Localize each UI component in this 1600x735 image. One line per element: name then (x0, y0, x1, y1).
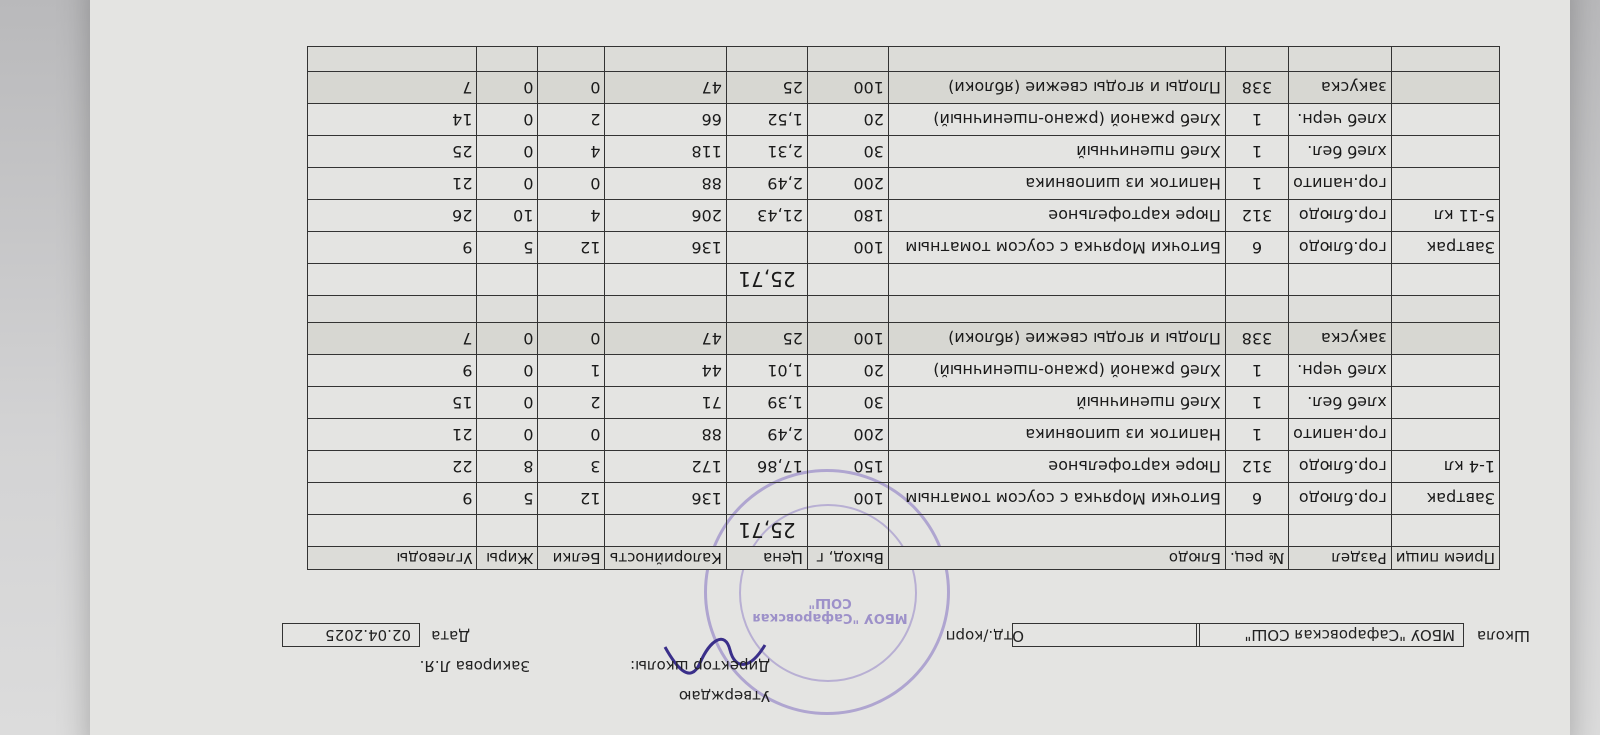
cell-razdel: хлеб бел. (1289, 136, 1392, 168)
cell-ugl: 15 (308, 387, 477, 419)
empty-cell (1289, 296, 1392, 323)
cell-belki: 2 (538, 104, 605, 136)
cell-rec: 338 (1225, 72, 1288, 104)
cell-zhiry: 8 (477, 451, 538, 483)
cell-kal: 44 (605, 355, 726, 387)
cell-vyhod: 200 (807, 419, 888, 451)
empty-cell (807, 47, 888, 72)
document-header (130, 575, 1530, 705)
date-label: Дата (431, 627, 470, 645)
cell-ugl: 7 (308, 323, 477, 355)
table-row (308, 104, 1500, 136)
table-row (308, 232, 1500, 264)
cell-cena: 2,49 (726, 419, 807, 451)
empty-cell (1289, 515, 1392, 547)
cell-ugl: 26 (308, 200, 477, 232)
empty-cell (477, 264, 538, 296)
cell-ugl: 9 (308, 355, 477, 387)
cell-ugl: 9 (308, 232, 477, 264)
cell-rec: 1 (1225, 355, 1288, 387)
empty-cell (538, 515, 605, 547)
menu-table-body (308, 47, 1500, 547)
empty-cell (888, 264, 1225, 296)
empty-cell (308, 515, 477, 547)
cell-dish: Хлеб пшеничный (888, 136, 1225, 168)
director-name: Закирова Л.Я. (419, 657, 530, 675)
cell-ugl: 7 (308, 72, 477, 104)
cell-belki: 12 (538, 483, 605, 515)
cell-vyhod: 30 (807, 136, 888, 168)
dept-field (1012, 623, 1200, 647)
cell-cena (726, 483, 807, 515)
empty-cell (538, 296, 605, 323)
cell-cena: 1,52 (726, 104, 807, 136)
cell-belki: 12 (538, 232, 605, 264)
empty-cell (1391, 136, 1499, 168)
cell-vyhod: 200 (807, 168, 888, 200)
cell-zhiry: 5 (477, 232, 538, 264)
group-cell: 5-11 кл (1391, 200, 1499, 232)
section-price: 25,71 (726, 264, 807, 296)
cell-rec: 6 (1225, 232, 1288, 264)
school-name-field: МБОУ "Сафаровская СОШ" (1196, 623, 1464, 647)
empty-cell (1289, 264, 1392, 296)
cell-zhiry: 0 (477, 72, 538, 104)
empty-cell (807, 296, 888, 323)
cell-kal: 136 (605, 483, 726, 515)
empty-cell (726, 296, 807, 323)
empty-cell (477, 47, 538, 72)
empty-cell (1391, 72, 1499, 104)
cell-kal: 66 (605, 104, 726, 136)
cell-razdel: хлеб черн. (1289, 355, 1392, 387)
cell-razdel: гор.блюдо (1289, 200, 1392, 232)
cell-kal: 136 (605, 232, 726, 264)
cell-zhiry: 0 (477, 323, 538, 355)
approve-label: Утверждаю (678, 687, 770, 705)
cell-kal: 118 (605, 136, 726, 168)
cell-dish: Пюре картофельное (888, 451, 1225, 483)
cell-zhiry: 0 (477, 168, 538, 200)
cell-belki: 2 (538, 387, 605, 419)
cell-belki: 0 (538, 168, 605, 200)
cell-dish: Плоды и ягоды свежие (яблоки) (888, 323, 1225, 355)
cell-belki: 1 (538, 355, 605, 387)
cell-vyhod: 30 (807, 387, 888, 419)
cell-cena: 25 (726, 72, 807, 104)
cell-belki: 3 (538, 451, 605, 483)
cell-dish: Хлеб ржаной (ржано-пшеничный) (888, 104, 1225, 136)
cell-ugl: 21 (308, 168, 477, 200)
cell-belki: 4 (538, 200, 605, 232)
cell-vyhod: 100 (807, 232, 888, 264)
empty-cell (538, 47, 605, 72)
col-header: Жиры (477, 547, 538, 570)
empty-cell (605, 47, 726, 72)
table-row (308, 136, 1500, 168)
cell-rec: 312 (1225, 451, 1288, 483)
cell-kal: 47 (605, 323, 726, 355)
col-header: Углеводы (308, 547, 477, 570)
table-row (308, 483, 1500, 515)
empty-cell (1225, 296, 1288, 323)
cell-rec: 312 (1225, 200, 1288, 232)
table-row (308, 451, 1500, 483)
empty-cell (308, 47, 477, 72)
cell-razdel: хлеб бел. (1289, 387, 1392, 419)
col-header: Белки (538, 547, 605, 570)
empty-cell (888, 296, 1225, 323)
cell-rec: 1 (1225, 136, 1288, 168)
col-header: Прием пищи (1391, 547, 1499, 570)
cell-razdel: гор.блюдо (1289, 232, 1392, 264)
menu-table (307, 46, 1500, 570)
cell-vyhod: 180 (807, 200, 888, 232)
cell-razdel: гор.напито (1289, 419, 1392, 451)
cell-ugl: 22 (308, 451, 477, 483)
empty-cell (807, 515, 888, 547)
cell-ugl: 14 (308, 104, 477, 136)
cell-zhiry: 0 (477, 355, 538, 387)
empty-cell (308, 296, 477, 323)
cell-ugl: 21 (308, 419, 477, 451)
table-row (308, 355, 1500, 387)
cell-cena: 2,31 (726, 136, 807, 168)
empty-cell (1225, 264, 1288, 296)
cell-cena: 21,43 (726, 200, 807, 232)
empty-cell (1391, 47, 1499, 72)
cell-belki: 0 (538, 323, 605, 355)
cell-razdel: хлеб черн. (1289, 104, 1392, 136)
empty-cell (538, 264, 605, 296)
cell-ugl: 9 (308, 483, 477, 515)
cell-zhiry: 5 (477, 483, 538, 515)
col-header: № рец. (1225, 547, 1288, 570)
cell-cena (726, 232, 807, 264)
empty-cell (605, 264, 726, 296)
cell-dish: Напиток из шиповника (888, 419, 1225, 451)
empty-cell (888, 515, 1225, 547)
empty-cell (605, 296, 726, 323)
cell-vyhod: 100 (807, 323, 888, 355)
cell-cena: 2,49 (726, 168, 807, 200)
col-header: Калорийность (605, 547, 726, 570)
cell-cena: 1,39 (726, 387, 807, 419)
table-row (308, 419, 1500, 451)
cell-dish: Биточки Морячка с соусом томатным (888, 483, 1225, 515)
cell-dish: Биточки Морячка с соусом томатным (888, 232, 1225, 264)
empty-cell (1391, 387, 1499, 419)
cell-vyhod: 20 (807, 355, 888, 387)
empty-cell (1391, 104, 1499, 136)
empty-cell (1391, 168, 1499, 200)
cell-belki: 0 (538, 419, 605, 451)
empty-cell (1391, 355, 1499, 387)
empty-cell (1391, 323, 1499, 355)
cell-razdel: гор.блюдо (1289, 483, 1392, 515)
cell-belki: 4 (538, 136, 605, 168)
director-label: Директор школы: (630, 657, 770, 675)
empty-cell (807, 264, 888, 296)
col-header: Раздел (1289, 547, 1392, 570)
cell-dish: Хлеб ржаной (ржано-пшеничный) (888, 355, 1225, 387)
cell-zhiry: 10 (477, 200, 538, 232)
col-header: Выход, г (807, 547, 888, 570)
table-row (308, 168, 1500, 200)
cell-razdel: гор.напито (1289, 168, 1392, 200)
school-label: Школа (1476, 627, 1530, 645)
cell-zhiry: 0 (477, 136, 538, 168)
empty-cell (1225, 47, 1288, 72)
cell-vyhod: 150 (807, 451, 888, 483)
empty-cell (605, 515, 726, 547)
cell-zhiry: 0 (477, 387, 538, 419)
empty-cell (1225, 515, 1288, 547)
cell-belki: 0 (538, 72, 605, 104)
cell-dish: Напиток из шиповника (888, 168, 1225, 200)
empty-cell (888, 47, 1225, 72)
cell-rec: 1 (1225, 104, 1288, 136)
cell-razdel: закуска (1289, 72, 1392, 104)
cell-vyhod: 100 (807, 72, 888, 104)
empty-cell (1391, 296, 1499, 323)
table-header-row (308, 547, 1500, 570)
cell-vyhod: 20 (807, 104, 888, 136)
cell-zhiry: 0 (477, 419, 538, 451)
meal-cell: Завтрак (1391, 483, 1499, 515)
empty-cell (477, 296, 538, 323)
cell-ugl: 25 (308, 136, 477, 168)
cell-rec: 1 (1225, 419, 1288, 451)
section-separator (308, 296, 1500, 323)
dept-label: Отд./корп (945, 627, 1024, 645)
cell-kal: 172 (605, 451, 726, 483)
empty-cell (1391, 264, 1499, 296)
stamp-text: МБОУ "Сафаровская СОШ" (752, 595, 908, 625)
price-row (308, 515, 1500, 547)
cell-cena: 25 (726, 323, 807, 355)
cell-dish: Плоды и ягоды свежие (яблоки) (888, 72, 1225, 104)
table-row (308, 72, 1500, 104)
group-cell: 1-4 кл (1391, 451, 1499, 483)
cell-kal: 88 (605, 419, 726, 451)
cell-zhiry: 0 (477, 104, 538, 136)
empty-cell (308, 264, 477, 296)
cell-rec: 6 (1225, 483, 1288, 515)
col-header: Блюдо (888, 547, 1225, 570)
price-row (308, 264, 1500, 296)
cell-dish: Пюре картофельное (888, 200, 1225, 232)
col-header: Цена (726, 547, 807, 570)
cell-dish: Хлеб пшеничный (888, 387, 1225, 419)
cell-cena: 17,86 (726, 451, 807, 483)
table-row (308, 387, 1500, 419)
cell-rec: 338 (1225, 323, 1288, 355)
cell-rec: 1 (1225, 387, 1288, 419)
cell-vyhod: 100 (807, 483, 888, 515)
empty-row (308, 47, 1500, 72)
table-row (308, 200, 1500, 232)
date-field: 02.04.2025 (282, 623, 420, 647)
empty-cell (1391, 419, 1499, 451)
cell-kal: 47 (605, 72, 726, 104)
empty-cell (1289, 47, 1392, 72)
cell-rec: 1 (1225, 168, 1288, 200)
section-price: 25,71 (726, 515, 807, 547)
cell-kal: 206 (605, 200, 726, 232)
cell-kal: 71 (605, 387, 726, 419)
cell-kal: 88 (605, 168, 726, 200)
empty-cell (726, 47, 807, 72)
cell-razdel: гор.блюдо (1289, 451, 1392, 483)
cell-razdel: закуска (1289, 323, 1392, 355)
empty-cell (477, 515, 538, 547)
cell-cena: 1,01 (726, 355, 807, 387)
table-row (308, 323, 1500, 355)
empty-cell (1391, 515, 1499, 547)
meal-cell: Завтрак (1391, 232, 1499, 264)
